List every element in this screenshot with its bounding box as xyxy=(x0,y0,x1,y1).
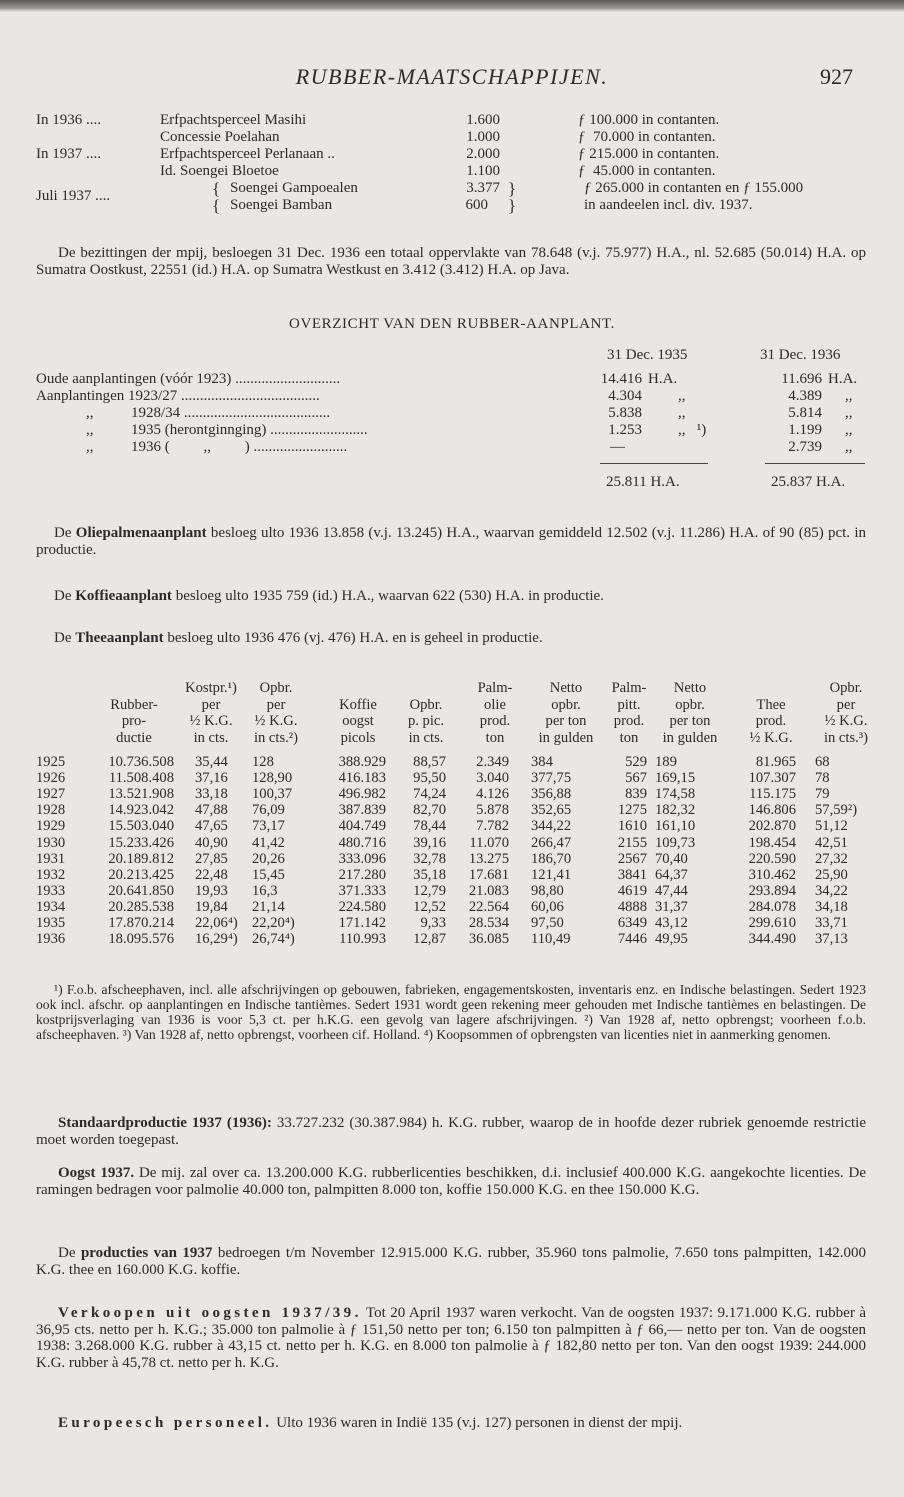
table-cell: 174,58 xyxy=(655,786,696,803)
text: bedroegen t/m November 12.915.000 K.G. rubber, 35.960 tons palmolie, 7.650 tons palmpitten, 142.000 K.G. thee en 160.000 K.G. koffie. xyxy=(36,1245,866,1278)
table-cell: 13.521.908 xyxy=(108,786,174,803)
column-header: in cts.³) xyxy=(823,729,869,746)
column-header: ton xyxy=(485,729,505,746)
table-cell: 42,51 xyxy=(815,834,848,851)
table-cell: 182,32 xyxy=(655,802,696,819)
table-cell: 6349 xyxy=(617,915,647,931)
table-cell: 79 xyxy=(815,786,830,803)
concession-price: ƒ 100.000 in contanten. xyxy=(578,112,720,128)
table-cell: 82,70 xyxy=(413,802,446,819)
column-header: oogst xyxy=(342,713,374,729)
column-header: Opbr. xyxy=(409,696,443,713)
table-cell: 284.078 xyxy=(748,898,796,915)
overview-row-label: Oude aanplantingen (vóór 1923) ............................ xyxy=(36,371,341,387)
concession-price: ƒ 70.000 in contanten. xyxy=(578,129,716,145)
table-cell: 171.142 xyxy=(338,915,386,931)
column-header: Netto xyxy=(673,680,707,696)
table-cell: 78 xyxy=(815,770,830,787)
table-cell: 371.333 xyxy=(338,882,386,899)
column-header: ½ K.G. xyxy=(189,713,233,729)
left-brace: { xyxy=(212,196,221,215)
table-cell: 217.280 xyxy=(338,866,386,883)
table-cell: 128 xyxy=(252,754,274,770)
column-header: per xyxy=(836,696,856,713)
left-brace: { xyxy=(212,179,221,198)
overview-unit: ,, xyxy=(845,422,853,438)
running-title: RUBBER-MAATSCHAPPIJEN. xyxy=(295,64,609,89)
column-header: in cts. xyxy=(408,729,444,746)
column-header: ½ K.G. xyxy=(749,729,793,746)
table-cell: 352,65 xyxy=(531,802,572,819)
table-cell: 100,37 xyxy=(252,786,293,803)
table-cell: 47,44 xyxy=(655,882,688,899)
overview-row-label: ,, 1936 ( ,, ) ......................... xyxy=(86,439,348,455)
table-cell: 186,70 xyxy=(531,850,572,867)
concession-name: Erfpachtsperceel Masihi xyxy=(160,112,307,128)
table-cell: 15.503.040 xyxy=(108,818,174,835)
concession-price: in aandeelen incl. div. 1937. xyxy=(584,197,753,213)
footnote: ¹) F.o.b. afscheephaven, incl. alle afschrijvingen op gebouwen, fabrieken, engagementskosten, inventaris enz. en Indische belastingen. Sedert 1923 ook incl. afschr. op aanplantingen en Indische tantièmes. Sedert 1931 wordt geen rekening meer gehouden met Indische tantièmes en belastingen. De kostprijsverlaging van 1936 is voor 5,3 ct. per h.K.G. een gevolg van lagere afschrijvingen. ²) Van 1928 af, netto opbrengst; voorheen f.o.b. afscheephaven. ³) Van 1928 af, netto opbrengst, voorheen cif. Holland. ⁴) Koopsommen of opbrengsten van licenties niet in aanmerking genomen. xyxy=(36,982,866,1042)
table-cell: 40,90 xyxy=(195,834,228,851)
column-header: per xyxy=(201,696,221,713)
table-cell: 4619 xyxy=(617,882,647,899)
concession-year: In 1936 .... xyxy=(36,112,101,128)
table-cell: 416.183 xyxy=(338,770,386,787)
table-cell: 1275 xyxy=(617,802,647,819)
table-cell: 33,18 xyxy=(195,786,228,803)
column-header: ton xyxy=(619,729,639,746)
table-cell: 19,84 xyxy=(195,898,228,915)
overview-unit: ,, xyxy=(845,439,853,455)
table-cell: 5.878 xyxy=(476,802,509,819)
concession-area: 600 xyxy=(465,197,488,213)
table-cell: 310.462 xyxy=(748,866,796,883)
table-cell: 31,37 xyxy=(655,898,688,915)
table-cell: 3.040 xyxy=(476,770,509,787)
thee-paragraph xyxy=(36,630,866,647)
column-header: Thee xyxy=(756,696,786,713)
row-year: 1933 xyxy=(36,882,66,899)
bold-term: producties van 1937 xyxy=(80,1245,213,1261)
row-year: 1934 xyxy=(36,898,66,915)
overview-row-label: ,, 1928/34 ....................................... xyxy=(86,405,331,421)
intro-paragraph: De bezittingen der mpij, besloegen 31 Dec. 1936 een totaal oppervlakte van 78.648 (v.j. 75.977) H.A., nl. 52.685 (50.014) H.A. op Sumatra Oostkust, 22551 (id.) H.A. op Sumatra Westkust en 3.412 (3.412) H.A. op Java. xyxy=(36,245,866,278)
column-header: in cts.²) xyxy=(253,729,299,746)
overview-unit: H.A. xyxy=(828,371,858,387)
column-header: Palm- xyxy=(477,680,513,696)
table-cell: 2155 xyxy=(617,834,647,851)
column-header: ½ K.G. xyxy=(254,713,298,729)
column-header: pro- xyxy=(121,713,147,729)
table-cell: 224.580 xyxy=(338,898,386,915)
table-cell: 37,13 xyxy=(815,931,848,948)
column-header: p. pic. xyxy=(407,713,445,729)
table-cell: 60,06 xyxy=(531,898,564,915)
table-cell: 18.095.576 xyxy=(108,931,174,948)
table-cell: 377,75 xyxy=(531,770,572,787)
column-header: Rubber- xyxy=(110,696,158,713)
table-cell: 15.233.426 xyxy=(108,834,174,851)
column-header: opbr. xyxy=(675,696,705,713)
concession-year: In 1937 .... xyxy=(36,146,101,162)
text: besloeg ulto 1935 759 (id.) H.A., waarvan 622 (530) H.A. in productie. xyxy=(171,588,604,604)
table-cell: 20.285.538 xyxy=(108,898,174,915)
table-cell: 344.490 xyxy=(748,931,796,948)
table-cell: 76,09 xyxy=(252,802,285,819)
table-cell: 11.070 xyxy=(469,834,509,851)
right-brace: } xyxy=(508,179,517,198)
table-cell: 356,88 xyxy=(531,786,572,803)
column-header: per xyxy=(266,696,286,713)
text: De xyxy=(54,525,76,541)
table-cell: 70,40 xyxy=(655,850,688,867)
table-cell: 19,93 xyxy=(195,882,228,899)
table-cell: 220.590 xyxy=(748,850,796,867)
text: De xyxy=(54,588,76,604)
overview-value: 5.814 xyxy=(788,405,822,421)
table-cell: 27,32 xyxy=(815,850,848,867)
table-cell: 2567 xyxy=(617,850,647,867)
concession-price: ƒ 45.000 in contanten. xyxy=(578,163,716,179)
table-cell: 73,17 xyxy=(252,818,285,835)
table-cell: 110.993 xyxy=(339,931,386,948)
overview-row-label: Aanplantingen 1923/27 ..................................... xyxy=(36,388,320,404)
concession-area: 3.377 xyxy=(466,180,500,196)
column-header: Palm- xyxy=(611,680,647,696)
column-header: Opbr. xyxy=(259,680,293,696)
overview-value: 2.739 xyxy=(788,439,822,455)
table-cell: 98,80 xyxy=(531,882,564,899)
table-cell: 34,18 xyxy=(815,898,848,915)
scan-edge xyxy=(0,0,904,12)
column-header: pitt. xyxy=(617,696,641,713)
column-header: Koffie xyxy=(339,696,377,713)
concession-price: ƒ 265.000 in contanten en ƒ 155.000 xyxy=(584,180,804,196)
bold-term: Theeaanplant xyxy=(75,630,164,646)
table-cell: 839 xyxy=(625,786,647,803)
table-cell: 16,29⁴) xyxy=(195,931,238,948)
overview-value: 4.304 xyxy=(608,388,642,404)
table-cell: 4.126 xyxy=(476,786,509,803)
column-header: in cts. xyxy=(193,729,229,746)
table-cell: 12,79 xyxy=(413,882,446,899)
text: De xyxy=(58,1245,81,1261)
table-cell: 496.982 xyxy=(338,786,386,803)
table-cell: 17.870.214 xyxy=(108,915,174,931)
table-cell: 22,48 xyxy=(195,866,228,883)
table-cell: 107.307 xyxy=(748,770,796,787)
table-cell: 39,16 xyxy=(413,834,446,851)
column-header: per ton xyxy=(545,713,587,729)
table-cell: 567 xyxy=(625,770,647,787)
table-cell: 388.929 xyxy=(338,754,386,770)
table-cell: 110,49 xyxy=(531,931,571,948)
table-cell: 387.839 xyxy=(338,802,386,819)
table-cell: 293.894 xyxy=(748,882,796,899)
table-cell: 41,42 xyxy=(252,834,285,851)
overview-col-1936: 31 Dec. 1936 xyxy=(760,347,841,363)
table-cell: 1610 xyxy=(617,818,647,835)
text: Ulto 1936 waren in Indië 135 (v.j. 127) personen in dienst der mpij. xyxy=(272,1415,683,1431)
overview-row-label: ,, 1935 (herontginnging) .......................... xyxy=(86,422,368,438)
overview-unit: ,, xyxy=(845,388,853,404)
overview-value: — xyxy=(610,439,625,455)
overview-value: 1.199 xyxy=(788,422,822,438)
table-cell: 20.213.425 xyxy=(108,866,174,883)
table-cell: 12,87 xyxy=(413,931,446,948)
row-year: 1931 xyxy=(36,850,66,867)
oogst-paragraph xyxy=(36,1165,866,1198)
page-number: 927 xyxy=(820,64,853,89)
column-header: in gulden xyxy=(662,729,718,746)
table-cell: 115.175 xyxy=(749,786,796,803)
table-cell: 11.508.408 xyxy=(108,770,174,787)
table-cell: 27,85 xyxy=(195,850,228,867)
table-cell: 121,41 xyxy=(531,866,572,883)
table-cell: 64,37 xyxy=(655,866,688,883)
concession-area: 1.000 xyxy=(466,129,500,145)
table-cell: 14.923.042 xyxy=(108,802,174,819)
row-year: 1925 xyxy=(36,754,66,770)
table-cell: 26,74⁴) xyxy=(252,931,295,948)
table-cell: 15,45 xyxy=(252,866,285,883)
concession-area: 1.600 xyxy=(466,112,500,128)
overview-total-1936: 25.837 H.A. xyxy=(771,474,846,490)
table-cell: 88,57 xyxy=(413,754,446,770)
spaced-term: Europeesch personeel. xyxy=(58,1415,273,1431)
table-cell: 3841 xyxy=(617,866,647,883)
text: Tot 20 April 1937 waren verkocht. Van de oogsten 1937: 9.171.000 K.G. rubber à 36,95 cts. netto per h. K.G.; 35.000 ton palmolie à ƒ 151,50 netto per ton; 6.150 ton palmpitten à ƒ 66,— netto per ton. Van de oogsten 1938: 3.268.000 K.G. rubber à 43,15 ct. netto per h. K.G. en 8.000 ton palmolie à ƒ 182,80 netto per ton. Van den oogst 1939: 244.000 K.G. rubber à 45,78 ct. netto per h. K.G. xyxy=(36,1305,866,1371)
table-cell: 81.965 xyxy=(755,754,796,770)
table-cell: 202.870 xyxy=(748,818,796,835)
table-cell: 9,33 xyxy=(420,915,446,931)
table-cell: 37,16 xyxy=(195,770,228,787)
row-year: 1936 xyxy=(36,931,66,948)
table-cell: 47,65 xyxy=(195,818,228,835)
column-header: in gulden xyxy=(538,729,594,746)
table-cell: 404.749 xyxy=(338,818,386,835)
standaardproductie-paragraph xyxy=(36,1115,866,1148)
concession-year: Juli 1937 .... xyxy=(36,188,111,204)
table-cell: 198.454 xyxy=(748,834,796,851)
column-header: prod. xyxy=(755,713,787,729)
text: De mij. zal over ca. 13.200.000 K.G. rubberlicenties beschikken, d.i. inclusief 400.000 K.G. aangekochte licenties. De ramingen bedragen voor palmolie 40.000 ton, palmpitten 8.000 ton, koffie 150.000 K.G. en thee 150.000 K.G. xyxy=(36,1165,867,1198)
concession-name: Concessie Poelahan xyxy=(160,129,280,145)
oliepalm-paragraph xyxy=(36,525,866,558)
table-cell: 12,52 xyxy=(413,898,446,915)
table-cell: 32,78 xyxy=(413,850,446,867)
overview-value: 5.838 xyxy=(608,405,642,421)
table-cell: 189 xyxy=(655,754,677,770)
column-header: Opbr. xyxy=(829,680,863,696)
table-cell: 36.085 xyxy=(468,931,509,948)
table-cell: 78,44 xyxy=(413,818,446,835)
row-year: 1926 xyxy=(36,770,66,787)
table-cell: 13.275 xyxy=(468,850,509,867)
table-cell: 4888 xyxy=(617,898,647,915)
table-cell: 28.534 xyxy=(468,915,509,931)
overview-value: 14.416 xyxy=(600,371,642,387)
koffie-paragraph xyxy=(36,588,866,605)
concession-name: Soengei Bamban xyxy=(230,197,333,213)
table-cell: 10.736.508 xyxy=(108,754,174,770)
sum-rule xyxy=(600,463,708,464)
overview-unit: ,, xyxy=(678,388,686,404)
text: 33.727.232 (30.387.984) h. K.G. rubber, waarop de in hoofde dezer rubriek genoemde restrictie moet worden toegepast. xyxy=(36,1115,867,1148)
row-year: 1932 xyxy=(36,866,66,883)
concession-name: Erfpachtsperceel Perlanaan .. xyxy=(160,146,335,162)
table-cell: 74,24 xyxy=(413,786,446,803)
overview-col-1935: 31 Dec. 1935 xyxy=(607,347,688,363)
row-year: 1930 xyxy=(36,834,66,851)
personeel-paragraph xyxy=(36,1415,866,1432)
table-cell: 35,44 xyxy=(195,754,228,770)
table-cell: 17.681 xyxy=(468,866,509,883)
table-cell: 35,18 xyxy=(413,866,446,883)
column-header: picols xyxy=(340,729,376,746)
verkoopen-paragraph xyxy=(36,1305,866,1371)
column-header: per ton xyxy=(669,713,711,729)
column-header: Kostpr.¹) xyxy=(185,680,237,696)
table-cell: 480.716 xyxy=(338,834,386,851)
table-cell: 25,90 xyxy=(815,866,848,883)
table-cell: 22,20⁴) xyxy=(252,915,295,931)
table-cell: 22,06⁴) xyxy=(195,915,238,931)
spaced-term: Verkoopen uit oogsten 1937/39. xyxy=(58,1305,362,1321)
table-cell: 333.096 xyxy=(338,850,386,867)
column-header: ½ K.G. xyxy=(824,713,868,729)
table-cell: 20.189.812 xyxy=(108,850,174,867)
table-cell: 299.610 xyxy=(748,915,796,931)
concession-name: Id. Soengei Bloetoe xyxy=(160,163,279,179)
text: De xyxy=(54,630,76,646)
column-header: olie xyxy=(484,696,506,713)
overview-value: 11.696 xyxy=(781,371,822,387)
table-cell: 20.641.850 xyxy=(108,882,174,899)
table-cell: 344,22 xyxy=(531,818,572,835)
text: besloeg ulto 1936 13.858 (v.j. 13.245) H.A., waarvan gemiddeld 12.502 (v.j. 11.286) H.A. of 90 (85) pct. in productie. xyxy=(36,525,866,558)
concession-price: ƒ 215.000 in contanten. xyxy=(578,146,720,162)
overview-title: OVERZICHT VAN DEN RUBBER-AANPLANT. xyxy=(289,316,615,332)
table-cell: 95,50 xyxy=(413,770,446,787)
table-cell: 21.083 xyxy=(468,882,509,899)
table-cell: 49,95 xyxy=(655,931,688,948)
column-header: ductie xyxy=(116,729,152,746)
table-cell: 161,10 xyxy=(655,818,696,835)
concession-area: 2.000 xyxy=(466,146,500,162)
bold-term: Oliepalmenaanplant xyxy=(75,525,207,541)
overview-unit: H.A. xyxy=(648,371,678,387)
producties-paragraph xyxy=(36,1245,866,1278)
bold-term: Koffieaanplant xyxy=(75,588,172,604)
row-year: 1927 xyxy=(36,786,66,803)
overview-unit: ,, ¹) xyxy=(678,422,707,438)
table-cell: 128,90 xyxy=(252,770,293,787)
column-header: prod. xyxy=(479,713,511,729)
table-cell: 57,59²) xyxy=(815,802,858,819)
overview-unit: ,, xyxy=(845,405,853,421)
table-cell: 33,71 xyxy=(815,915,848,931)
overview-value: 1.253 xyxy=(608,422,642,438)
column-header: prod. xyxy=(613,713,645,729)
table-cell: 68 xyxy=(815,754,830,770)
table-cell: 7446 xyxy=(617,931,647,948)
overview-value: 4.389 xyxy=(788,388,822,404)
overview-total-1935: 25.811 H.A. xyxy=(606,474,680,490)
table-cell: 146.806 xyxy=(748,802,796,819)
bold-term: Oogst 1937. xyxy=(58,1165,135,1181)
column-header: Netto xyxy=(549,680,583,696)
overview-unit: ,, xyxy=(678,405,686,421)
right-brace: } xyxy=(508,196,517,215)
row-year: 1928 xyxy=(36,802,66,819)
column-header: opbr. xyxy=(551,696,581,713)
table-cell: 266,47 xyxy=(531,834,572,851)
table-cell: 34,22 xyxy=(815,882,848,899)
row-year: 1935 xyxy=(36,915,66,931)
table-cell: 22.564 xyxy=(468,898,509,915)
table-cell: 2.349 xyxy=(476,754,509,770)
table-cell: 16,3 xyxy=(252,882,278,899)
table-cell: 384 xyxy=(531,754,553,770)
table-cell: 97,50 xyxy=(531,915,564,931)
table-cell: 109,73 xyxy=(655,834,696,851)
concession-area: 1.100 xyxy=(466,163,500,179)
row-year: 1929 xyxy=(36,818,66,835)
text: besloeg ulto 1936 476 (vj. 476) H.A. en is geheel in productie. xyxy=(163,630,543,646)
table-cell: 21,14 xyxy=(252,898,285,915)
table-cell: 169,15 xyxy=(655,770,696,787)
bold-term: Standaardproductie 1937 (1936): xyxy=(58,1115,272,1131)
table-cell: 47,88 xyxy=(195,802,228,819)
sum-rule xyxy=(765,463,865,464)
table-cell: 51,12 xyxy=(815,818,848,835)
table-cell: 529 xyxy=(625,754,647,770)
table-cell: 20,26 xyxy=(252,850,285,867)
concession-name: Soengei Gampoealen xyxy=(230,180,358,196)
table-cell: 7.782 xyxy=(476,818,509,835)
table-cell: 43,12 xyxy=(655,915,688,931)
